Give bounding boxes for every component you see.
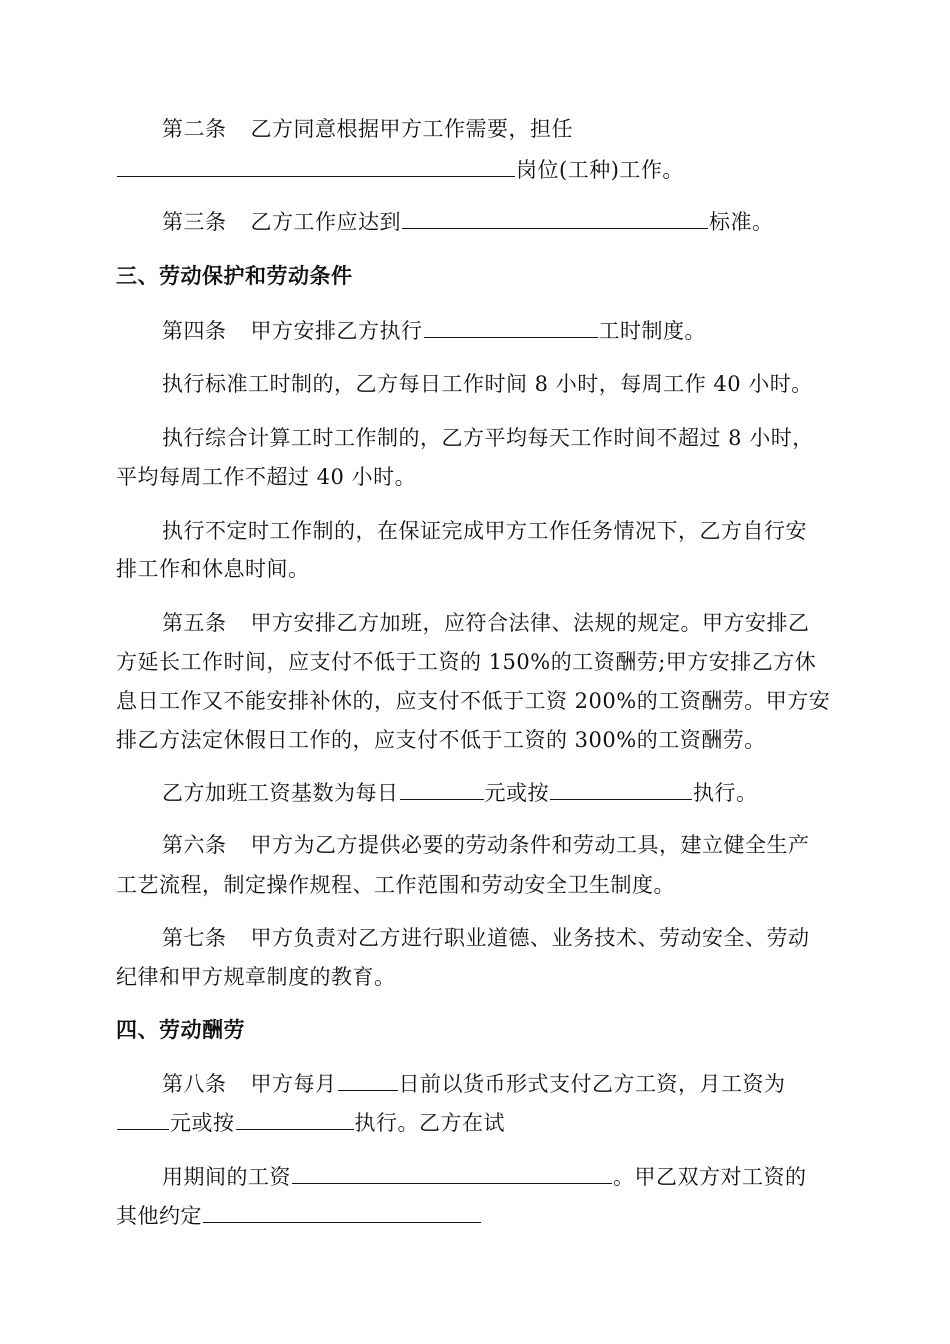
article-6-text: 甲方为乙方提供必要的劳动条件和劳动工具，建立健全生产 <box>250 833 810 857</box>
standard-hours-paragraph: 执行标准工时制的，乙方每日工作时间 8 小时，每周工作 40 小时。 <box>162 372 813 396</box>
working-hours-system-blank[interactable] <box>424 315 598 338</box>
article-8-text-4: 执行。乙方在试 <box>354 1111 505 1135</box>
article-5-line-3: 息日工作又不能安排补休的，应支付不低于工资 200%的工资酬劳。甲方安 <box>116 689 831 713</box>
article-2-line-1 <box>162 114 836 144</box>
article-8-text-2: 日前以货币形式支付乙方工资，月工资为 <box>398 1072 786 1096</box>
article-4-text-2: 工时制度。 <box>598 319 706 343</box>
flexible-hours-line-2: 排工作和休息时间。 <box>116 557 310 581</box>
probation-wage-line-1 <box>162 1161 836 1192</box>
article-3-label: 第三条 <box>162 210 227 234</box>
work-standard-blank[interactable] <box>402 206 708 229</box>
section-4-heading: 四、劳动酬劳 <box>116 1017 245 1042</box>
comprehensive-hours-line-1: 执行综合计算工时工作制的，乙方平均每天工作时间不超过 8 小时， <box>162 426 814 450</box>
article-7-text: 甲方负责对乙方进行职业道德、业务技术、劳动安全、劳动 <box>250 926 810 950</box>
overtime-text-2: 元或按 <box>484 781 549 805</box>
article-6-label: 第六条 <box>162 833 227 857</box>
article-6-line-2: 工艺流程，制定操作规程、工作范围和劳动安全卫生制度。 <box>116 873 675 897</box>
article-5-label: 第五条 <box>162 611 227 635</box>
article-5-line-2: 方延长工作时间，应支付不低于工资的 150%的工资酬劳;甲方安排乙方休 <box>116 650 817 674</box>
wage-basis-blank[interactable] <box>236 1107 354 1130</box>
probation-text-1: 用期间的工资 <box>162 1165 291 1189</box>
article-8-text-3: 元或按 <box>170 1111 235 1135</box>
probation-text-2: 。甲乙双方对工资的 <box>613 1165 807 1189</box>
article-8-line-1 <box>162 1068 836 1099</box>
other-agreement-text: 其他约定 <box>116 1204 202 1228</box>
article-3-text: 乙方工作应达到 <box>250 210 401 234</box>
article-3-text-2: 标准。 <box>709 210 774 234</box>
position-blank[interactable] <box>117 154 515 177</box>
overtime-text-1: 乙方加班工资基数为每日 <box>162 781 399 805</box>
article-7-label: 第七条 <box>162 926 227 950</box>
section-3-heading: 三、劳动保护和劳动条件 <box>116 263 353 288</box>
article-5-text: 甲方安排乙方加班，应符合法律、法规的规定。甲方安排乙 <box>250 611 810 635</box>
article-4-text: 甲方安排乙方执行 <box>250 319 423 343</box>
overtime-basis-blank[interactable] <box>550 777 692 800</box>
article-3 <box>162 206 836 237</box>
comprehensive-hours-line-2: 平均每周工作不超过 40 小时。 <box>116 465 417 489</box>
article-2-label: 第二条 <box>162 117 227 141</box>
article-8-text-1: 甲方每月 <box>250 1072 337 1096</box>
article-5-line-4: 排乙方法定休假日工作的，应支付不低于工资的 300%的工资酬劳。 <box>116 728 766 752</box>
pay-day-blank[interactable] <box>338 1068 398 1091</box>
article-7-line-2: 纪律和甲方规章制度的教育。 <box>116 965 396 989</box>
probation-wage-line-2 <box>116 1200 836 1231</box>
flexible-hours-line-1: 执行不定时工作制的，在保证完成甲方工作任务情况下，乙方自行安 <box>162 519 807 543</box>
other-agreement-blank[interactable] <box>203 1200 481 1223</box>
article-6-line-1 <box>162 830 836 860</box>
article-2-line-2 <box>116 154 836 185</box>
article-2-text-2: 岗位(工种)工作。 <box>516 158 684 182</box>
article-5-line-1 <box>162 608 836 638</box>
monthly-wage-blank[interactable] <box>117 1107 169 1130</box>
daily-wage-blank[interactable] <box>400 777 484 800</box>
overtime-base-paragraph <box>162 777 836 808</box>
article-8-label: 第八条 <box>162 1072 227 1096</box>
overtime-text-3: 执行。 <box>693 781 758 805</box>
article-4 <box>162 315 836 346</box>
article-8-line-2 <box>116 1107 836 1138</box>
probation-wage-blank[interactable] <box>292 1161 612 1184</box>
article-2-text: 乙方同意根据甲方工作需要，担任 <box>250 117 573 141</box>
article-7-line-1 <box>162 923 836 953</box>
article-4-label: 第四条 <box>162 319 227 343</box>
